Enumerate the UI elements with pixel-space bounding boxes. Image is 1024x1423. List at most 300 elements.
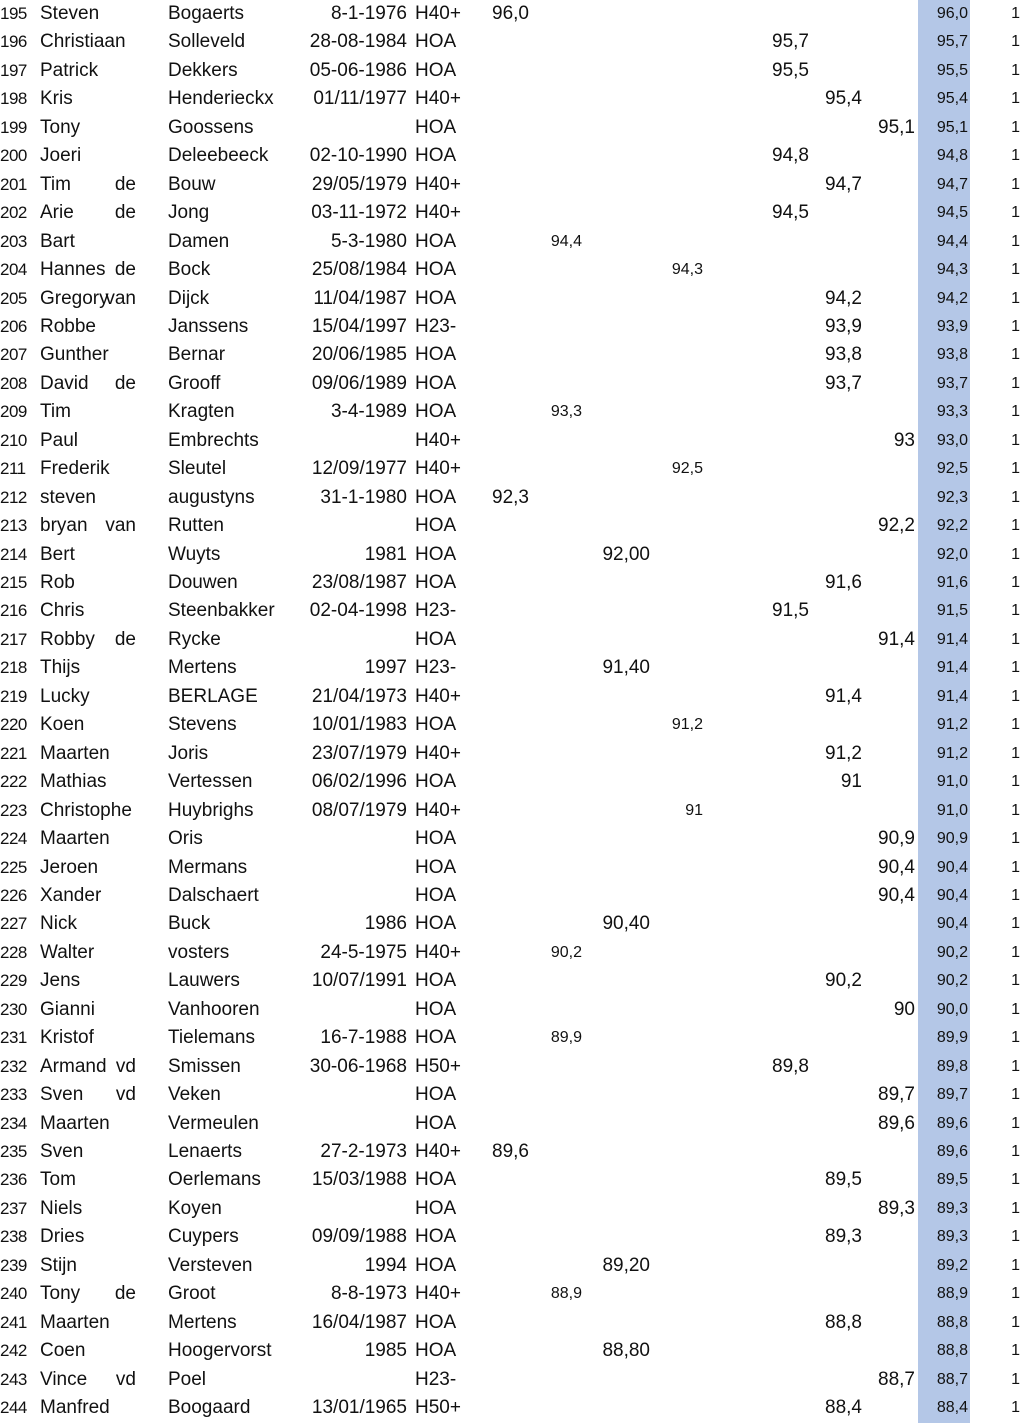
total-score-cell: 91,2 (936, 744, 968, 762)
rank-cell: 226 (0, 885, 27, 905)
score-6-cell: 91,6 (825, 572, 862, 593)
rank-cell: 197 (0, 60, 27, 80)
birthdate-cell: 1994 (364, 1254, 407, 1276)
score-7-cell: 89,7 (878, 1084, 915, 1106)
score-7-cell: 91,4 (878, 628, 915, 650)
total-score-cell: 90,0 (936, 1000, 968, 1018)
score-4-cell: 92,5 (671, 460, 703, 478)
rank-cell: 199 (0, 117, 27, 137)
table-row (0, 427, 1024, 455)
table-row (0, 228, 1024, 256)
category-cell: HOA (415, 856, 457, 878)
category-cell: H40+ (415, 202, 461, 224)
first-name-cell: Jeroen (40, 856, 99, 878)
first-name-cell: Jens (40, 970, 81, 992)
rank-cell: 198 (0, 89, 27, 109)
table-row (0, 967, 1024, 995)
category-cell: H23- (415, 1368, 457, 1390)
first-name-cell: Arie (40, 202, 74, 224)
count-cell: 1 (1011, 1313, 1020, 1331)
first-name-cell: Christiaan (40, 31, 126, 53)
last-name-cell: Grooff (168, 372, 221, 394)
last-name-cell: Huybrighs (168, 799, 254, 821)
rank-cell: 201 (0, 174, 27, 194)
first-name-cell: Steven (40, 3, 100, 24)
category-cell: HOA (415, 259, 457, 281)
name-prefix-cell (104, 28, 136, 56)
birthdate-cell: 16-7-1988 (320, 1027, 407, 1049)
last-name-cell: Hoogervorst (168, 1340, 272, 1362)
table-row (0, 57, 1024, 85)
birthdate-cell: 10/01/1983 (311, 714, 407, 736)
total-score-cell: 88,7 (936, 1370, 968, 1388)
score-3-cell: 89,20 (602, 1254, 650, 1276)
first-name-cell: Robbe (40, 315, 96, 337)
count-cell: 1 (1011, 1143, 1020, 1160)
count-cell: 1 (1011, 1000, 1020, 1018)
last-name-cell: Mermans (168, 856, 248, 878)
name-prefix-cell (104, 85, 136, 113)
rank-cell: 228 (0, 942, 27, 962)
table-row (0, 541, 1024, 569)
count-cell: 1 (1011, 1057, 1020, 1075)
table-row (0, 1138, 1024, 1166)
count-cell: 1 (1011, 346, 1020, 364)
rank-cell: 225 (0, 857, 27, 877)
name-prefix-cell: de (114, 628, 136, 650)
table-row (0, 114, 1024, 142)
last-name-cell: Henderieckx (168, 88, 274, 110)
score-6-cell: 94,7 (825, 173, 862, 195)
name-prefix-cell: de (114, 259, 136, 281)
name-prefix-cell (104, 455, 136, 483)
birthdate-cell: 30-06-1968 (309, 1055, 407, 1077)
last-name-cell: Joris (168, 742, 209, 764)
count-cell: 1 (1011, 602, 1020, 620)
first-name-cell: Rob (40, 572, 75, 593)
birthdate-cell: 8-8-1973 (330, 1283, 407, 1305)
category-cell: HOA (415, 543, 457, 565)
table-row (0, 939, 1024, 967)
count-cell: 1 (1011, 5, 1020, 22)
table-row (0, 199, 1024, 227)
score-3-cell: 88,80 (602, 1340, 650, 1362)
last-name-cell: Goossens (168, 116, 254, 138)
category-cell: HOA (415, 1112, 457, 1134)
name-prefix-cell: de (114, 1283, 136, 1305)
category-cell: HOA (415, 344, 457, 366)
rank-cell: 231 (0, 1028, 27, 1048)
category-cell: HOA (415, 714, 457, 736)
table-row (0, 1081, 1024, 1109)
total-score-cell: 88,8 (936, 1342, 968, 1360)
table-row (0, 1280, 1024, 1308)
last-name-cell: Embrechts (168, 429, 259, 451)
category-cell: H40+ (415, 458, 461, 480)
rank-cell: 206 (0, 316, 27, 336)
first-name-cell: Gianni (40, 998, 95, 1020)
score-6-cell: 93,8 (825, 344, 862, 366)
category-cell: HOA (415, 59, 457, 81)
last-name-cell: Solleveld (168, 31, 246, 53)
table-row (0, 171, 1024, 199)
table-row (0, 484, 1024, 512)
name-prefix-cell: de (114, 173, 136, 195)
first-name-cell: Mathias (40, 771, 107, 793)
first-name-cell: Tim (40, 173, 71, 195)
birthdate-cell: 27-2-1973 (320, 1141, 407, 1162)
score-5-cell: 95,5 (772, 59, 809, 81)
name-prefix-cell (104, 114, 136, 142)
rank-cell: 235 (0, 1142, 27, 1161)
score-2-cell: 88,9 (550, 1285, 582, 1303)
count-cell: 1 (1011, 716, 1020, 734)
name-prefix-cell (104, 228, 136, 256)
last-name-cell: Janssens (168, 315, 249, 337)
last-name-cell: Deleebeeck (168, 145, 269, 167)
rank-cell: 203 (0, 231, 27, 251)
first-name-cell: bryan (40, 515, 88, 537)
score-4-cell: 91,2 (671, 716, 703, 734)
category-cell: H23- (415, 600, 457, 622)
first-name-cell: Maarten (40, 828, 110, 850)
rank-cell: 221 (0, 743, 27, 763)
total-score-cell: 89,7 (936, 1086, 968, 1104)
count-cell: 1 (1011, 943, 1020, 961)
last-name-cell: Sleutel (168, 458, 227, 480)
total-score-cell: 89,6 (936, 1143, 968, 1160)
count-cell: 1 (1011, 630, 1020, 648)
first-name-cell: Joeri (40, 145, 82, 167)
total-score-cell: 89,8 (936, 1057, 968, 1075)
category-cell: H40+ (415, 1283, 461, 1305)
name-prefix-cell (104, 768, 136, 796)
total-score-cell: 94,3 (936, 261, 968, 279)
rank-cell: 238 (0, 1227, 27, 1247)
first-name-cell: Stijn (40, 1254, 77, 1276)
count-cell: 1 (1011, 574, 1020, 591)
last-name-cell: Dijck (168, 287, 210, 309)
score-6-cell: 91,4 (825, 685, 862, 707)
table-row (0, 1223, 1024, 1251)
category-cell: HOA (415, 1169, 457, 1191)
total-score-cell: 90,4 (936, 915, 968, 933)
last-name-cell: Bernar (168, 344, 226, 366)
total-score-cell: 90,9 (936, 830, 968, 848)
total-score-cell: 90,4 (936, 858, 968, 876)
total-score-cell: 89,9 (936, 1029, 968, 1047)
first-name-cell: David (40, 372, 89, 394)
name-prefix-cell (104, 1252, 136, 1280)
category-cell: HOA (415, 572, 457, 593)
table-row (0, 597, 1024, 625)
total-score-cell: 93,0 (936, 431, 968, 449)
birthdate-cell: 1981 (364, 543, 407, 565)
name-prefix-cell: de (114, 372, 136, 394)
rank-cell: 208 (0, 373, 27, 393)
total-score-cell: 91,0 (936, 801, 968, 819)
first-name-cell: Koen (40, 714, 85, 736)
score-7-cell: 90,4 (878, 856, 915, 878)
first-name-cell: Coen (40, 1340, 86, 1362)
rank-cell: 219 (0, 686, 27, 706)
table-row (0, 285, 1024, 313)
name-prefix-cell (104, 683, 136, 711)
first-name-cell: Chris (40, 600, 85, 622)
first-name-cell: Gregory (40, 287, 109, 309)
score-2-cell: 94,4 (550, 232, 582, 250)
count-cell: 1 (1011, 1285, 1020, 1303)
count-cell: 1 (1011, 1342, 1020, 1360)
total-score-cell: 91,4 (936, 630, 968, 648)
count-cell: 1 (1011, 1171, 1020, 1189)
name-prefix-cell (104, 740, 136, 768)
score-7-cell: 92,2 (878, 515, 915, 537)
table-row (0, 1195, 1024, 1223)
first-name-cell: steven (40, 486, 96, 508)
category-cell: HOA (415, 1027, 457, 1049)
score-2-cell: 89,9 (550, 1029, 582, 1047)
birthdate-cell: 24-5-1975 (320, 941, 407, 963)
first-name-cell: Nick (40, 913, 77, 935)
last-name-cell: vosters (168, 941, 230, 963)
rank-cell: 214 (0, 544, 27, 564)
name-prefix-cell (104, 313, 136, 341)
total-score-cell: 94,5 (936, 204, 968, 222)
name-prefix-cell (104, 569, 136, 597)
rank-cell: 217 (0, 629, 27, 649)
last-name-cell: Jong (168, 202, 210, 224)
score-6-cell: 94,2 (825, 287, 862, 309)
last-name-cell: Bouw (168, 173, 216, 195)
count-cell: 1 (1011, 261, 1020, 279)
score-7-cell: 89,3 (878, 1197, 915, 1219)
score-1-cell: 92,3 (492, 486, 529, 508)
category-cell: HOA (415, 372, 457, 394)
birthdate-cell: 08/07/1979 (311, 799, 407, 821)
table-row (0, 370, 1024, 398)
count-cell: 1 (1011, 1228, 1020, 1246)
table-row (0, 654, 1024, 682)
last-name-cell: Stevens (168, 714, 237, 736)
rank-cell: 196 (0, 32, 27, 52)
birthdate-cell: 11/04/1987 (313, 287, 407, 309)
last-name-cell: Koyen (168, 1197, 222, 1219)
total-score-cell: 91,5 (936, 602, 968, 620)
last-name-cell: Veken (168, 1084, 221, 1106)
score-1-cell: 96,0 (492, 3, 529, 24)
category-cell: HOA (415, 771, 457, 793)
count-cell: 1 (1011, 403, 1020, 421)
first-name-cell: Tony (40, 1283, 81, 1305)
total-score-cell: 95,1 (936, 118, 968, 136)
name-prefix-cell (104, 882, 136, 910)
birthdate-cell: 02-04-1998 (309, 600, 407, 622)
count-cell: 1 (1011, 773, 1020, 791)
name-prefix-cell (104, 541, 136, 569)
count-cell: 1 (1011, 1370, 1020, 1388)
name-prefix-cell: van (105, 287, 136, 309)
table-row (0, 512, 1024, 540)
score-2-cell: 93,3 (550, 403, 582, 421)
name-prefix-cell (104, 967, 136, 995)
last-name-cell: Vermeulen (168, 1112, 259, 1134)
rank-cell: 205 (0, 288, 27, 308)
total-score-cell: 91,6 (936, 574, 968, 591)
birthdate-cell: 23/08/1987 (311, 572, 407, 593)
birthdate-cell: 5-3-1980 (330, 230, 407, 252)
total-score-cell: 91,4 (936, 659, 968, 677)
score-7-cell: 89,6 (878, 1112, 915, 1134)
count-cell: 1 (1011, 204, 1020, 222)
category-cell: HOA (415, 628, 457, 650)
count-cell: 1 (1011, 147, 1020, 165)
name-prefix-cell (104, 1138, 136, 1166)
name-prefix-cell (104, 427, 136, 455)
name-prefix-cell (104, 1195, 136, 1223)
rank-cell: 216 (0, 601, 27, 621)
category-cell: H40+ (415, 3, 461, 24)
birthdate-cell: 25/08/1984 (311, 259, 407, 281)
first-name-cell: Dries (40, 1226, 85, 1248)
score-3-cell: 91,40 (602, 657, 650, 679)
category-cell: HOA (415, 998, 457, 1020)
count-cell: 1 (1011, 830, 1020, 848)
last-name-cell: Rycke (168, 628, 221, 650)
first-name-cell: Hannes (40, 259, 106, 281)
table-row (0, 1252, 1024, 1280)
score-7-cell: 90,4 (878, 884, 915, 906)
birthdate-cell: 23/07/1979 (311, 742, 407, 764)
last-name-cell: Cuypers (168, 1226, 239, 1248)
count-cell: 1 (1011, 744, 1020, 762)
rank-cell: 213 (0, 516, 27, 536)
category-cell: H40+ (415, 742, 461, 764)
rank-cell: 229 (0, 971, 27, 991)
last-name-cell: Douwen (168, 572, 238, 593)
count-cell: 1 (1011, 545, 1020, 563)
category-cell: H23- (415, 657, 457, 679)
total-score-cell: 92,0 (936, 545, 968, 563)
last-name-cell: Steenbakker (168, 600, 275, 622)
total-score-cell: 89,3 (936, 1228, 968, 1246)
total-score-cell: 89,2 (936, 1256, 968, 1274)
rank-cell: 200 (0, 146, 27, 166)
count-cell: 1 (1011, 61, 1020, 79)
score-3-cell: 90,40 (602, 913, 650, 935)
birthdate-cell: 15/04/1997 (311, 315, 407, 337)
category-cell: HOA (415, 884, 457, 906)
rank-cell: 242 (0, 1341, 27, 1361)
table-row (0, 910, 1024, 938)
table-row (0, 797, 1024, 825)
category-cell: HOA (415, 828, 457, 850)
name-prefix-cell: vd (115, 1084, 136, 1106)
count-cell: 1 (1011, 687, 1020, 705)
first-name-cell: Tim (40, 401, 71, 423)
score-7-cell: 93 (893, 429, 915, 451)
last-name-cell: BERLAGE (168, 685, 258, 707)
count-cell: 1 (1011, 1029, 1020, 1047)
last-name-cell: Bock (168, 259, 211, 281)
total-score-cell: 95,5 (936, 61, 968, 79)
first-name-cell: Kris (40, 88, 73, 110)
rank-cell: 236 (0, 1170, 27, 1190)
rank-cell: 195 (0, 4, 27, 23)
table-row (0, 711, 1024, 739)
score-4-cell: 94,3 (671, 261, 703, 279)
category-cell: H50+ (415, 1055, 461, 1077)
table-row (0, 455, 1024, 483)
count-cell: 1 (1011, 1114, 1020, 1132)
birthdate-cell: 31-1-1980 (320, 486, 407, 508)
score-5-cell: 95,7 (772, 31, 809, 53)
category-cell: HOA (415, 1197, 457, 1219)
name-prefix-cell (104, 797, 136, 825)
rank-cell: 233 (0, 1085, 27, 1105)
first-name-cell: Manfred (40, 1397, 110, 1419)
last-name-cell: Wuyts (168, 543, 221, 565)
category-cell: HOA (415, 970, 457, 992)
table-row (0, 1053, 1024, 1081)
first-name-cell: Tom (40, 1169, 76, 1191)
total-score-cell: 93,3 (936, 403, 968, 421)
rank-cell: 230 (0, 999, 27, 1019)
name-prefix-cell (104, 0, 136, 28)
first-name-cell: Frederik (40, 458, 110, 480)
table-row (0, 313, 1024, 341)
category-cell: HOA (415, 1340, 457, 1362)
birthdate-cell: 10/07/1991 (311, 970, 407, 992)
last-name-cell: Kragten (168, 401, 235, 423)
first-name-cell: Bert (40, 543, 75, 565)
birthdate-cell: 3-4-1989 (330, 401, 407, 423)
category-cell: HOA (415, 230, 457, 252)
rank-cell: 227 (0, 914, 27, 934)
score-5-cell: 89,8 (772, 1055, 809, 1077)
rank-cell: 218 (0, 658, 27, 678)
birthdate-cell: 29/05/1979 (311, 173, 407, 195)
birthdate-cell: 1985 (364, 1340, 407, 1362)
first-name-cell: Lucky (40, 685, 90, 707)
score-2-cell: 90,2 (550, 943, 582, 961)
table-row (0, 28, 1024, 56)
count-cell: 1 (1011, 488, 1020, 506)
rank-cell: 220 (0, 715, 27, 735)
count-cell: 1 (1011, 374, 1020, 392)
total-score-cell: 94,7 (936, 175, 968, 193)
score-6-cell: 95,4 (825, 88, 862, 110)
table-row (0, 683, 1024, 711)
total-score-cell: 96,0 (936, 5, 968, 22)
name-prefix-cell (104, 142, 136, 170)
table-row (0, 825, 1024, 853)
score-7-cell: 90,9 (878, 828, 915, 850)
score-3-cell: 92,00 (602, 543, 650, 565)
birthdate-cell: 20/06/1985 (311, 344, 407, 366)
name-prefix-cell (104, 484, 136, 512)
rank-cell: 202 (0, 203, 27, 223)
score-6-cell: 88,4 (825, 1397, 862, 1419)
count-cell: 1 (1011, 1086, 1020, 1104)
name-prefix-cell (104, 711, 136, 739)
name-prefix-cell (104, 654, 136, 682)
last-name-cell: Tielemans (168, 1027, 255, 1049)
category-cell: HOA (415, 913, 457, 935)
birthdate-cell: 15/03/1988 (311, 1169, 407, 1191)
name-prefix-cell (104, 341, 136, 369)
table-row (0, 740, 1024, 768)
